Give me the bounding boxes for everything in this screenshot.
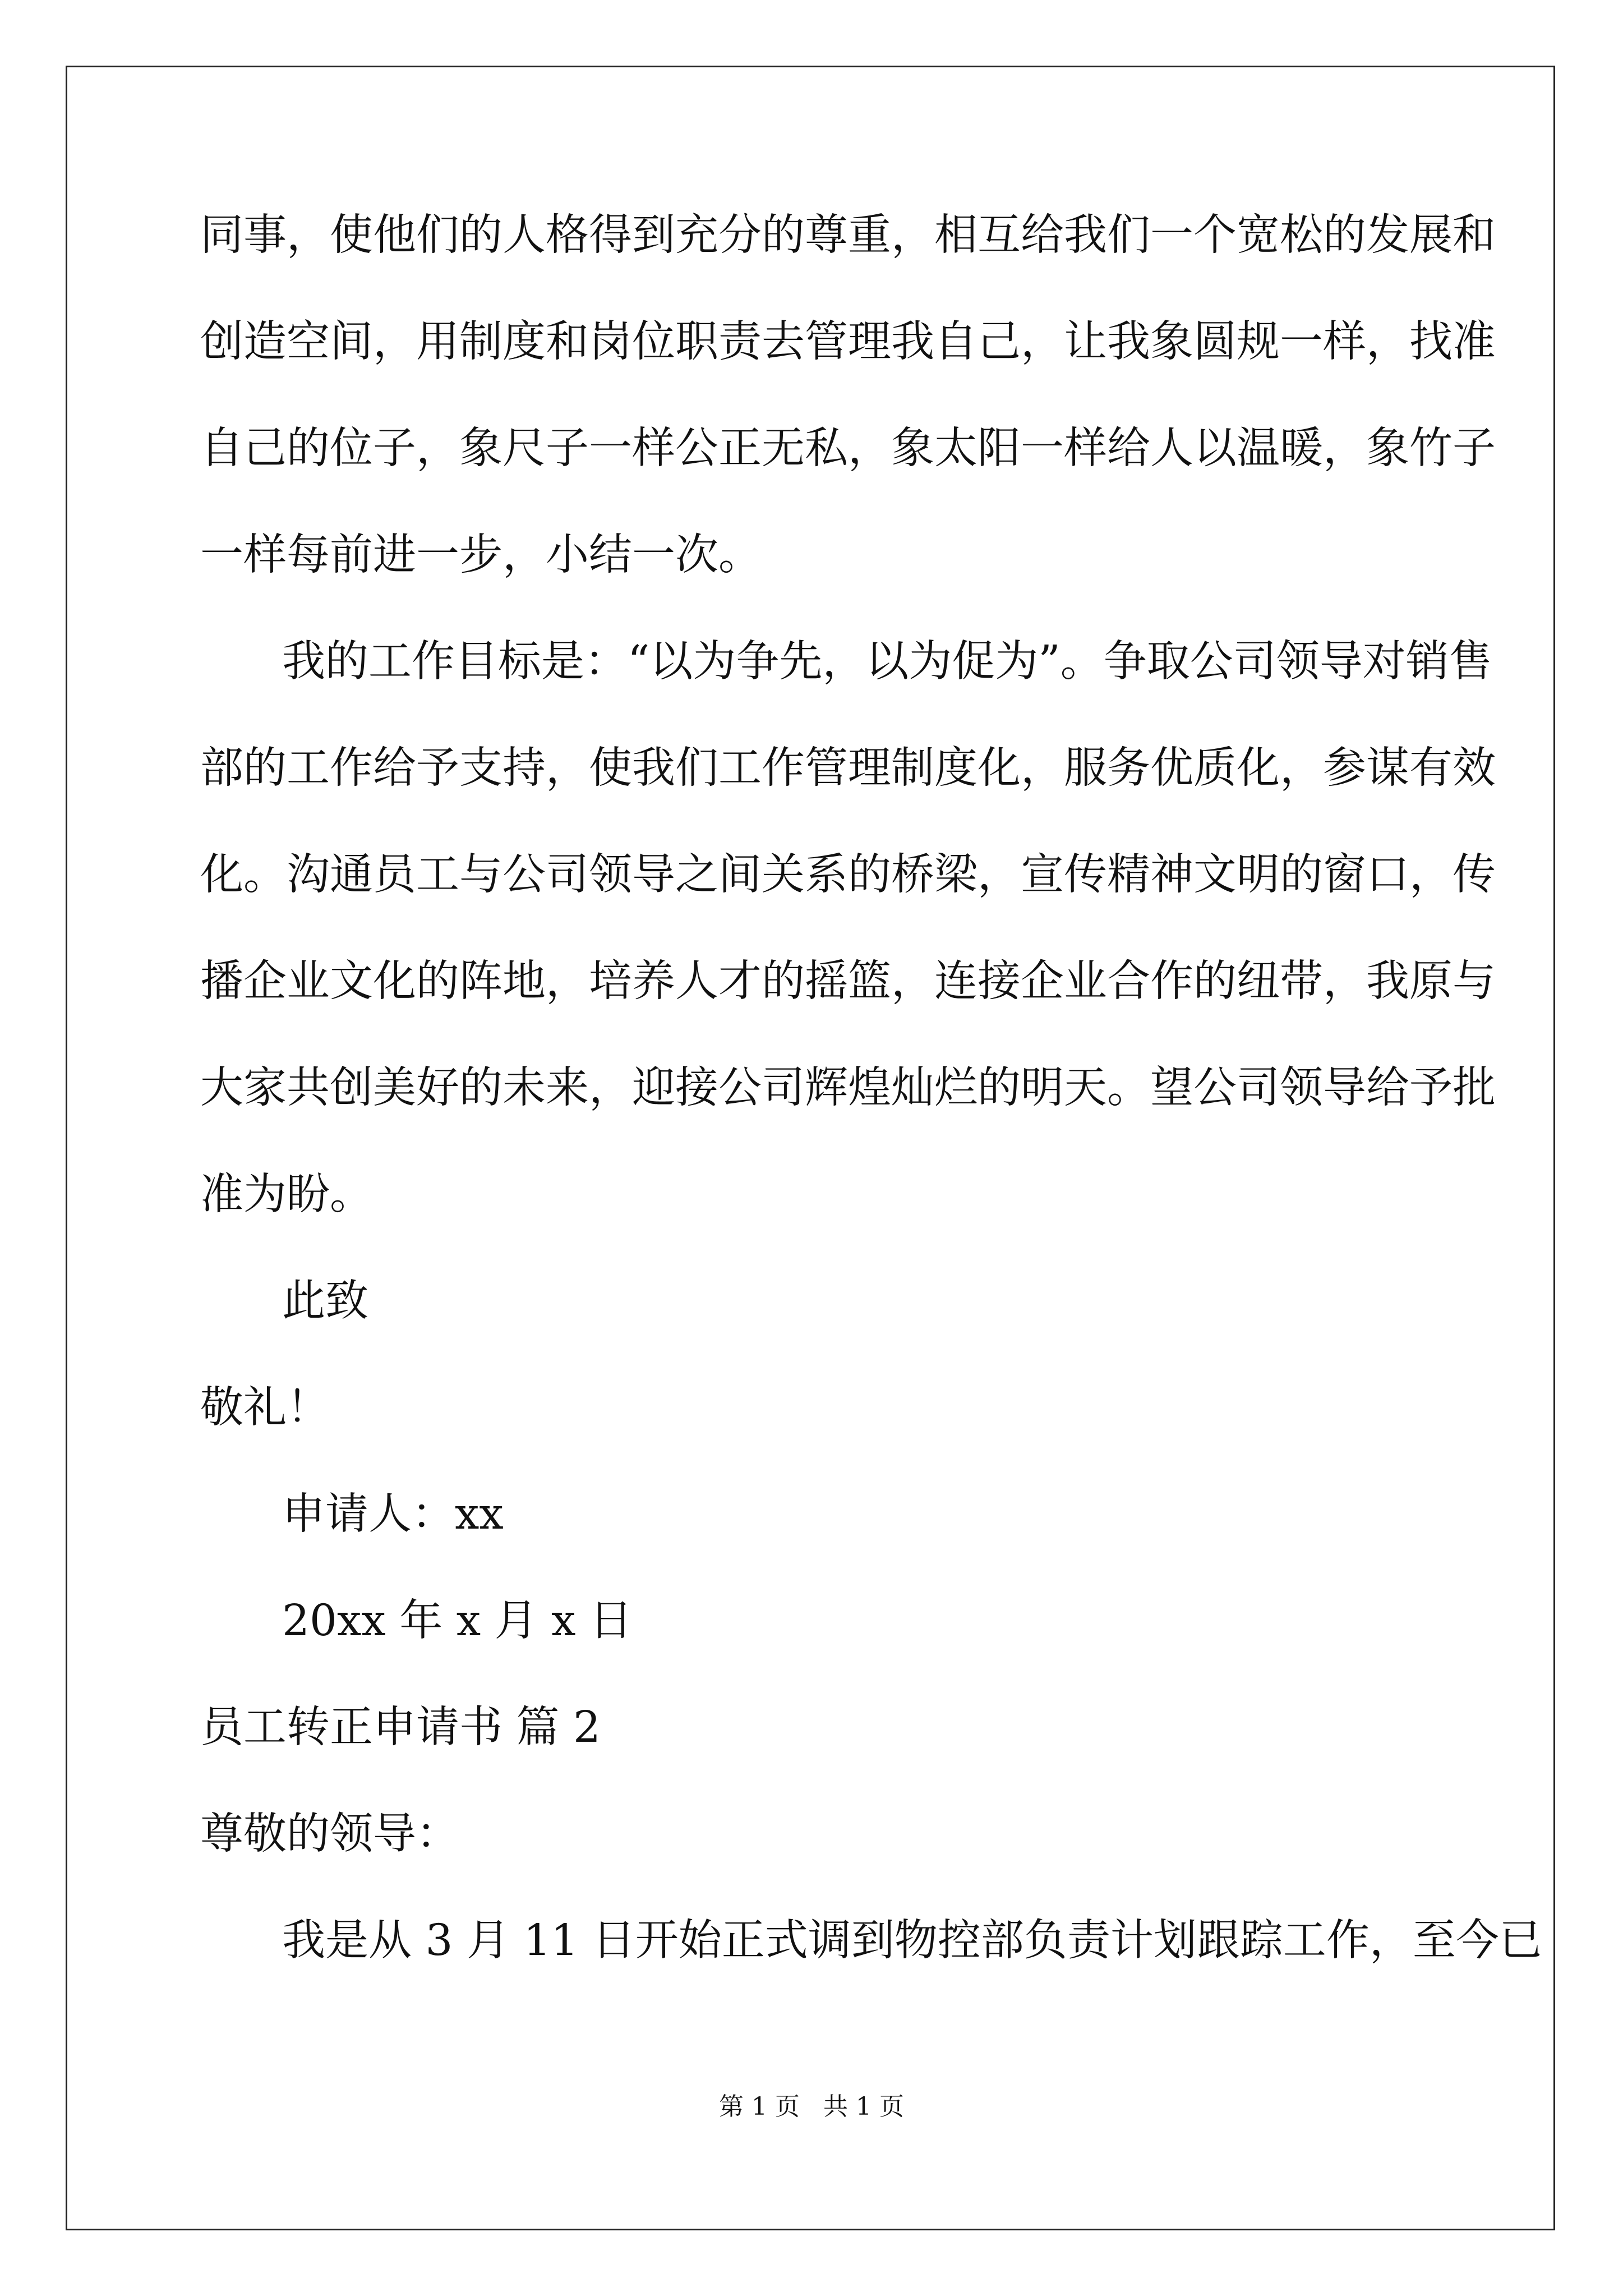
- paragraph-line: 创造空间，用制度和岗位职责去管理我自己，让我象圆规一样，找准: [200, 317, 1496, 367]
- closing-regards: 敬礼！: [200, 1383, 330, 1433]
- paragraph-line: 同事，使他们的人格得到充分的尊重，相互给我们一个宽松的发展和: [200, 210, 1496, 260]
- closing-salutation: 此致: [282, 1276, 368, 1326]
- paragraph-line: 一样每前进一步，小结一次。: [200, 530, 762, 580]
- date-line: 20xx 年 x 月 x 日: [282, 1596, 633, 1646]
- paragraph-line: 自己的位子，象尺子一样公正无私，象太阳一样给人以温暖，象竹子: [200, 424, 1496, 473]
- paragraph-line: 大家共创美好的未来，迎接公司辉煌灿烂的明天。望公司领导给予批: [200, 1063, 1496, 1113]
- section-title: 员工转正申请书 篇 2: [200, 1703, 601, 1752]
- page-footer: 第 1 页 共 1 页: [719, 2092, 904, 2121]
- greeting-line: 尊敬的领导：: [200, 1809, 459, 1859]
- page-border: [66, 66, 1555, 2230]
- paragraph-line: 我的工作目标是：“以为争先，以为促为”。争取公司领导对销售: [282, 637, 1492, 687]
- paragraph-line: 播企业文化的阵地，培养人才的摇篮，连接企业合作的纽带，我原与: [200, 956, 1496, 1006]
- applicant-line: 申请人：xx: [282, 1489, 504, 1539]
- paragraph-line: 准为盼。: [200, 1170, 373, 1220]
- paragraph-line: 部的工作给予支持，使我们工作管理制度化，服务优质化，参谋有效: [200, 743, 1496, 793]
- paragraph-line: 我是从 3 月 11 日开始正式调到物控部负责计划跟踪工作，至今已: [282, 1916, 1542, 1966]
- paragraph-line: 化。沟通员工与公司领导之间关系的桥梁，宣传精神文明的窗口，传: [200, 850, 1496, 900]
